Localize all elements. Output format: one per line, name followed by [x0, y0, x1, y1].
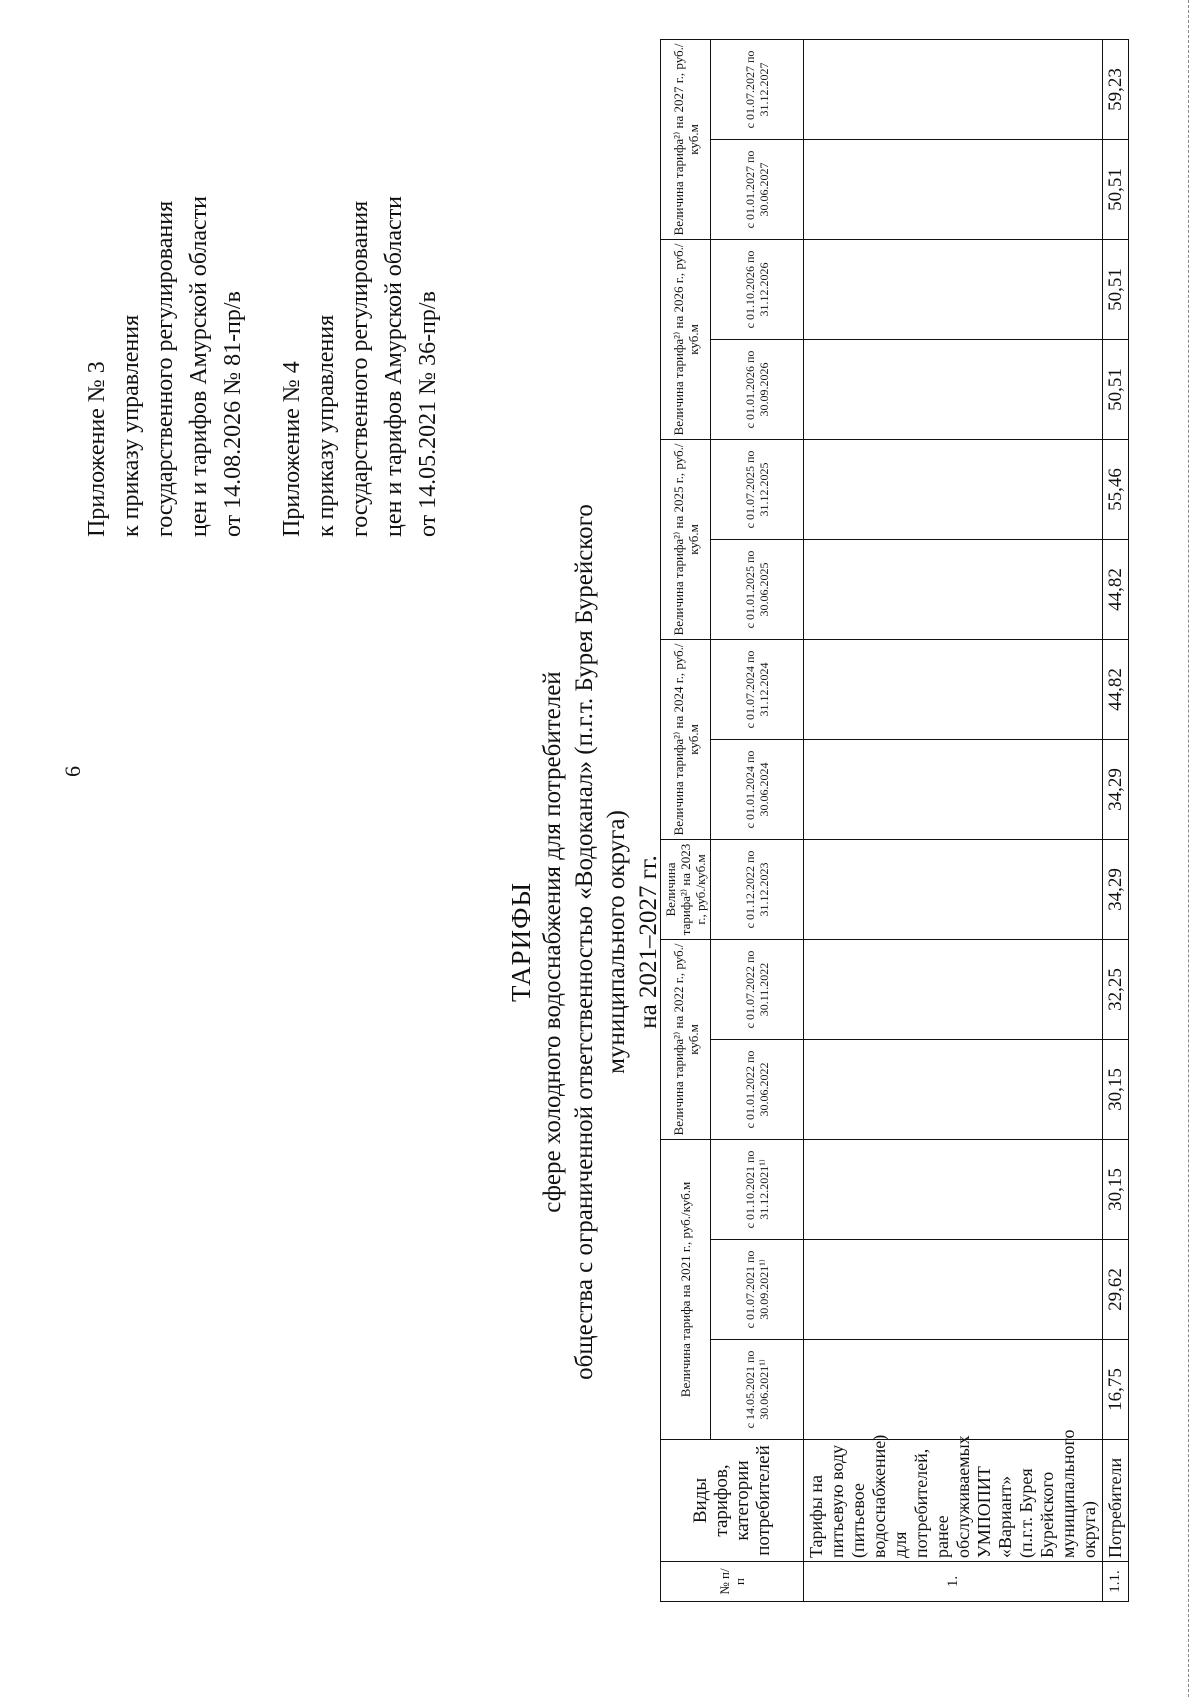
- annex-line: Приложение № 3: [84, 361, 110, 537]
- period-header: с 01.01.2027 по 30.06.2027: [711, 139, 804, 239]
- period-header: с 01.12.2022 по 31.12.2023: [711, 839, 804, 939]
- empty-cell: [804, 439, 1103, 539]
- annex-line: от 14.05.2021 № 36-пр/в: [415, 291, 441, 537]
- empty-cell: [804, 339, 1103, 439]
- tariff-value: 55,46: [1103, 439, 1129, 539]
- tariff-value: 34,29: [1103, 839, 1129, 939]
- period-header: с 01.01.2025 по 30.06.2025: [711, 539, 804, 639]
- tariff-table: [660, 39, 1129, 1602]
- empty-cell: [804, 1039, 1103, 1139]
- period-header: с 01.07.2021 по 30.09.2021¹⁾: [711, 1240, 804, 1340]
- tariff-value: 44,82: [1103, 539, 1129, 639]
- empty-cell: [804, 39, 1103, 139]
- period-header: с 01.07.2024 по 31.12.2024: [711, 639, 804, 739]
- page-number: 6: [60, 766, 85, 777]
- row-number: 1.1.: [1103, 1562, 1129, 1602]
- annex-line: Приложение № 4: [279, 361, 305, 537]
- empty-cell: [804, 139, 1103, 239]
- header-row-periods: [711, 39, 804, 1601]
- tariff-value: 44,82: [1103, 639, 1129, 739]
- period-header: с 01.01.2024 по 30.06.2024: [711, 739, 804, 839]
- tariff-value: 16,75: [1103, 1340, 1129, 1440]
- period-header: с 01.07.2022 по 30.11.2022: [711, 939, 804, 1039]
- group-header-2022: Величина тарифа²⁾ на 2022 г., руб./куб.м: [661, 939, 711, 1139]
- group-header-2025: Величина тарифа²⁾ на 2025 г., руб./куб.м: [661, 439, 711, 639]
- empty-cell: [804, 639, 1103, 739]
- tariff-value: 59,23: [1103, 39, 1129, 139]
- empty-cell: [804, 739, 1103, 839]
- scan-edge-divider: [1188, 0, 1189, 1697]
- row-description: Тарифы на питьевую воду (питьевое водоснабжение) для потребителей, ранее обслуживаемых УМПОПИТ «Вариант» (п.г.т. Бурея Бурейского муниципального округа): [804, 1440, 1103, 1562]
- column-header-type: Виды тарифов, категории потребителей: [661, 1440, 804, 1562]
- header-row-groups: [661, 39, 711, 1601]
- group-header-2024: Величина тарифа²⁾ на 2024 г., руб./куб.м: [661, 639, 711, 839]
- annex-line: государственного регулирования: [347, 200, 373, 537]
- tariff-value: 50,51: [1103, 339, 1129, 439]
- period-header: с 01.10.2021 по 31.12.2021¹⁾: [711, 1139, 804, 1239]
- annex-current: [80, 196, 250, 537]
- tariff-value: 32,25: [1103, 939, 1129, 1039]
- period-header: с 01.01.2022 по 30.06.2022: [711, 1039, 804, 1139]
- annex-line: цен и тарифов Амурской области: [381, 195, 407, 537]
- annex-line: цен и тарифов Амурской области: [186, 195, 212, 537]
- group-header-2023: Величина тарифа²⁾ на 2023 г., руб./куб.м: [661, 839, 711, 939]
- document-title: [505, 417, 665, 1467]
- empty-cell: [804, 939, 1103, 1039]
- tariff-value: 50,51: [1103, 239, 1129, 339]
- title-line: сфере холодного водоснабжения для потребителей: [539, 671, 566, 1213]
- group-header-2027: Величина тарифа²⁾ на 2027 г., руб./куб.м: [661, 39, 711, 239]
- tariff-value: 29,62: [1103, 1240, 1129, 1340]
- annex-line: к приказу управления: [313, 314, 339, 537]
- period-header: с 01.07.2025 по 31.12.2025: [711, 439, 804, 539]
- annex-line: к приказу управления: [118, 314, 144, 537]
- table-row: [804, 39, 1103, 1601]
- title-line: на 2021–2027 гг.: [635, 855, 662, 1029]
- empty-cell: [804, 1240, 1103, 1340]
- table-row: [1103, 39, 1129, 1601]
- empty-cell: [804, 839, 1103, 939]
- row-number: 1.: [804, 1562, 1103, 1602]
- annex-line: от 14.08.2026 № 81-пр/в: [220, 291, 246, 537]
- period-header: с 01.07.2027 по 31.12.2027: [711, 39, 804, 139]
- tariff-value: 30,15: [1103, 1139, 1129, 1239]
- empty-cell: [804, 1139, 1103, 1239]
- annex-original: [275, 196, 445, 537]
- group-header-2026: Величина тарифа²⁾ на 2026 г., руб./куб.м: [661, 239, 711, 439]
- tariff-value: 30,15: [1103, 1039, 1129, 1139]
- period-header: с 01.10.2026 по 31.12.2026: [711, 239, 804, 339]
- tariff-value: 50,51: [1103, 139, 1129, 239]
- tariff-value: 34,29: [1103, 739, 1129, 839]
- empty-cell: [804, 239, 1103, 339]
- group-header-2021: Величина тарифа на 2021 г., руб./куб.м: [661, 1139, 711, 1439]
- empty-cell: [804, 1340, 1103, 1440]
- annex-line: государственного регулирования: [152, 200, 178, 537]
- row-description: Потребители: [1103, 1440, 1129, 1562]
- period-header: с 14.05.2021 по 30.06.2021¹⁾: [711, 1340, 804, 1440]
- title-main: ТАРИФЫ: [506, 881, 536, 1003]
- column-header-number: № п/п: [661, 1562, 804, 1602]
- empty-cell: [804, 539, 1103, 639]
- title-line: общества с ограниченной ответственностью «Водоканал» (п.г.т. Бурея Бурейского муниципального округа): [571, 504, 630, 1380]
- period-header: с 01.01.2026 по 30.09.2026: [711, 339, 804, 439]
